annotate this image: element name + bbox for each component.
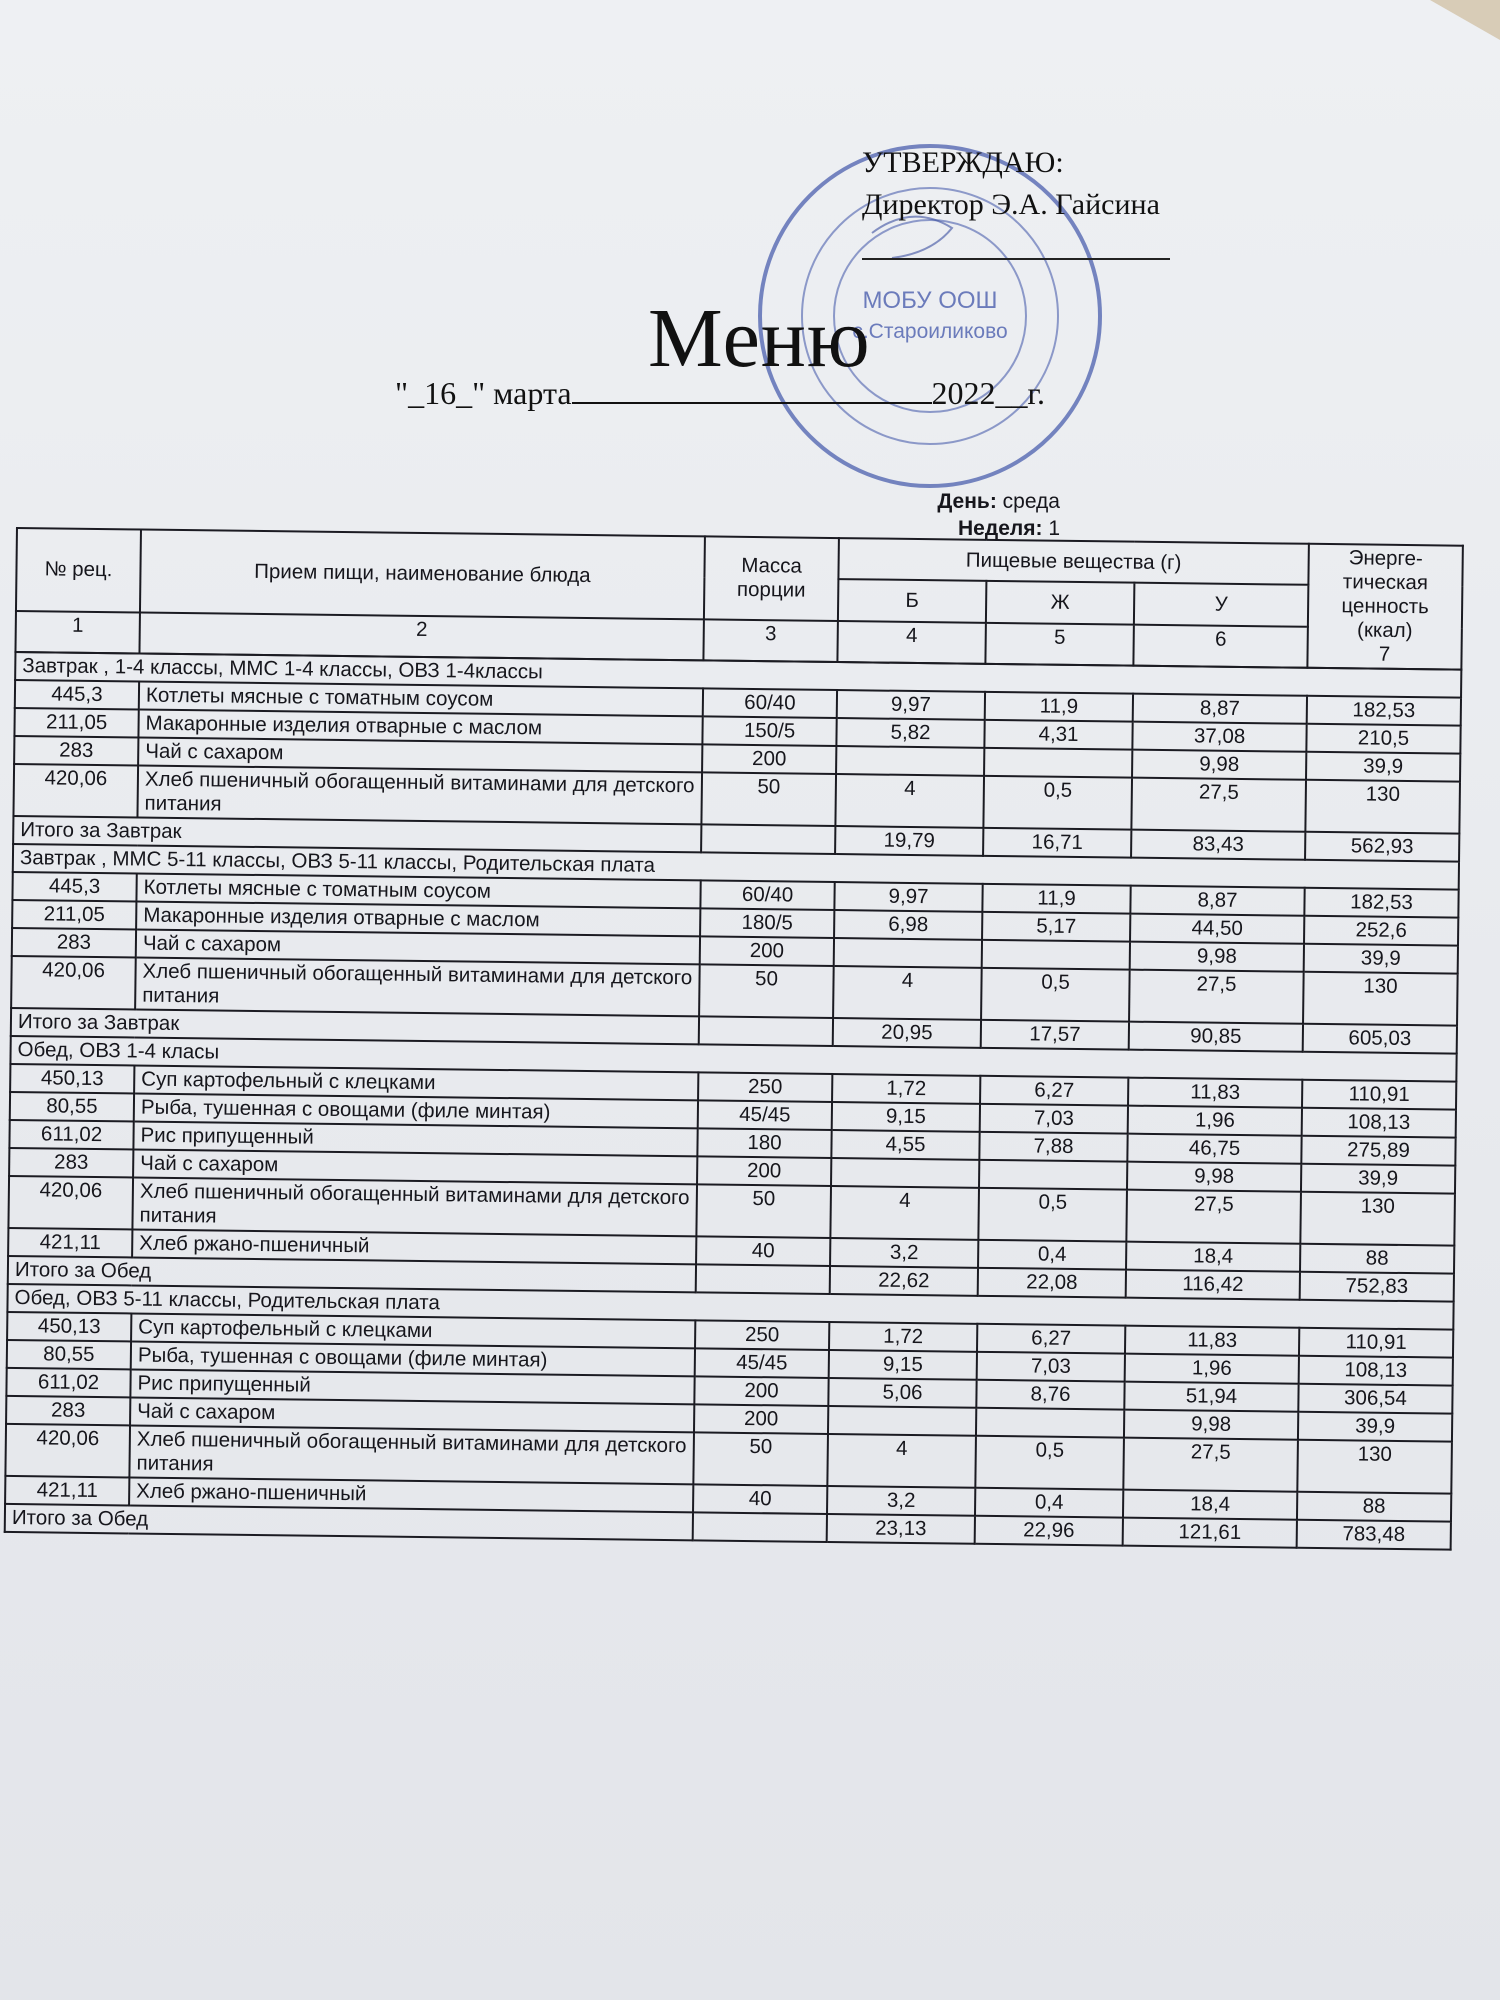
approval-director: Директор Э.А. Гайсина	[862, 188, 1160, 221]
energy: 130	[1303, 972, 1458, 1026]
rec-number: 80,55	[10, 1092, 134, 1122]
portion-mass: 250	[698, 1072, 832, 1102]
dish-name: Котлеты мясные с томатным соусом	[139, 682, 703, 717]
carbs: 44,50	[1130, 914, 1304, 944]
total-carbs: 121,61	[1123, 1518, 1297, 1548]
energy: 130	[1300, 1192, 1455, 1246]
stamp-line-1: МОБУ ООШ	[862, 287, 998, 314]
portion-mass: 200	[697, 1156, 831, 1186]
rec-number: 611,02	[6, 1368, 130, 1398]
fat: 0,5	[978, 1188, 1127, 1242]
total-mass	[699, 1016, 833, 1046]
fat: 7,03	[977, 1352, 1125, 1382]
fat: 6,27	[980, 1076, 1128, 1106]
header-mass: Масса порции	[704, 536, 839, 620]
dish-name: Суп картофельный с клецками	[134, 1065, 698, 1100]
fat: 0,4	[975, 1488, 1123, 1518]
energy: 39,9	[1306, 752, 1460, 782]
column-number: 4	[837, 621, 986, 664]
total-carbs: 90,85	[1129, 1022, 1303, 1052]
dish-name: Рыба, тушенная с овощами (филе минтая)	[131, 1341, 695, 1376]
total-fat: 22,96	[975, 1516, 1123, 1546]
total-fat: 22,08	[978, 1268, 1126, 1298]
total-label: Итого за Обед	[8, 1256, 696, 1292]
stamp-line-2: с.Староиликово	[852, 320, 1008, 343]
energy: 182,53	[1304, 888, 1458, 918]
energy: 88	[1297, 1492, 1451, 1522]
energy: 130	[1305, 780, 1460, 834]
carbs: 37,08	[1132, 722, 1306, 752]
fat: 0,5	[983, 776, 1132, 830]
protein	[836, 746, 984, 776]
rec-number: 611,02	[9, 1120, 133, 1150]
menu-table	[4, 527, 1464, 1551]
fat: 8,76	[976, 1380, 1124, 1410]
fat	[982, 940, 1130, 970]
protein: 9,15	[832, 1102, 980, 1132]
carbs: 9,98	[1130, 942, 1304, 972]
portion-mass: 150/5	[702, 716, 836, 746]
dish-name: Макаронные изделия отварные с маслом	[136, 901, 700, 936]
protein: 1,72	[829, 1322, 977, 1352]
carbs: 1,96	[1125, 1354, 1299, 1384]
rec-number: 421,11	[5, 1476, 129, 1506]
rec-number: 283	[9, 1148, 133, 1178]
fat: 0,5	[975, 1436, 1124, 1490]
carbs: 46,75	[1127, 1134, 1301, 1164]
protein: 4,55	[831, 1130, 979, 1160]
dish-name: Чай с сахаром	[136, 929, 700, 964]
portion-mass: 250	[695, 1320, 829, 1350]
dish-name: Суп картофельный с клецками	[131, 1313, 695, 1348]
dish-name: Чай с сахаром	[133, 1149, 697, 1184]
date-suffix: г.	[1027, 375, 1046, 411]
energy: 275,89	[1301, 1136, 1455, 1166]
energy: 108,13	[1302, 1108, 1456, 1138]
total-label: Итого за Завтрак	[11, 1008, 699, 1044]
column-number: 2	[139, 612, 703, 660]
total-mass	[701, 824, 835, 854]
fat: 0,4	[978, 1240, 1126, 1270]
dish-name: Котлеты мясные с томатным соусом	[136, 874, 700, 909]
portion-mass: 50	[696, 1184, 831, 1238]
column-number: 3	[703, 619, 837, 662]
energy: 39,9	[1301, 1164, 1455, 1194]
total-energy: 562,93	[1305, 832, 1459, 862]
portion-mass: 200	[694, 1376, 828, 1406]
rec-number: 283	[6, 1396, 130, 1426]
protein	[834, 938, 982, 968]
total-energy: 752,83	[1300, 1272, 1454, 1302]
total-protein: 22,62	[830, 1266, 978, 1296]
rec-number: 283	[12, 928, 136, 958]
dish-name: Хлеб ржано-пшеничный	[129, 1477, 693, 1512]
week-value: 1	[1048, 517, 1060, 540]
protein: 4	[830, 1186, 979, 1240]
header-nutrients: Пищевые вещества (г)	[838, 538, 1308, 585]
energy: 88	[1300, 1244, 1454, 1274]
rec-number: 450,13	[10, 1064, 134, 1094]
total-fat: 17,57	[981, 1020, 1129, 1050]
energy: 182,53	[1307, 696, 1461, 726]
fat: 11,9	[982, 884, 1130, 914]
dish-name: Макаронные изделия отварные с маслом	[138, 710, 702, 745]
date-year: 2022	[931, 375, 996, 411]
total-mass	[693, 1512, 827, 1542]
fat: 5,17	[982, 912, 1130, 942]
protein	[828, 1406, 976, 1436]
rec-number: 283	[14, 736, 138, 766]
header-rec: № рец.	[16, 528, 141, 612]
portion-mass: 60/40	[703, 688, 837, 718]
dish-name: Рис припущенный	[133, 1121, 697, 1156]
total-mass	[696, 1264, 830, 1294]
portion-mass: 180/5	[700, 908, 834, 938]
energy: 130	[1297, 1440, 1452, 1494]
energy: 110,91	[1302, 1080, 1456, 1110]
protein: 5,06	[828, 1378, 976, 1408]
fat: 0,5	[981, 968, 1130, 1022]
carbs: 51,94	[1124, 1382, 1298, 1412]
fat: 6,27	[977, 1324, 1125, 1354]
protein: 4	[835, 774, 984, 828]
energy: 210,5	[1306, 724, 1460, 754]
dish-name: Рис припущенный	[130, 1369, 694, 1404]
day-label: День:	[937, 490, 997, 513]
column-number: 7	[1378, 642, 1391, 666]
date-prefix: "_16_" марта	[395, 375, 572, 411]
fat	[984, 748, 1132, 778]
page-corner-fold	[1430, 0, 1500, 40]
fat: 7,03	[980, 1104, 1128, 1134]
protein: 4	[827, 1434, 976, 1488]
energy: 39,9	[1298, 1412, 1452, 1442]
day-value: среда	[1002, 490, 1060, 513]
energy: 108,13	[1299, 1356, 1453, 1386]
dish-name: Хлеб пшеничный обогащенный витаминами для детского питания	[129, 1425, 694, 1484]
total-label: Итого за Завтрак	[13, 816, 701, 852]
total-protein: 20,95	[833, 1018, 981, 1048]
column-number: 5	[985, 623, 1134, 666]
protein: 9,97	[837, 690, 985, 720]
carbs: 9,98	[1127, 1162, 1301, 1192]
total-carbs: 116,42	[1126, 1270, 1300, 1300]
energy: 306,54	[1298, 1384, 1452, 1414]
carbs: 9,98	[1132, 750, 1306, 780]
header-energy: Энерге-тическая ценность (ккал) 7	[1307, 544, 1463, 670]
carbs: 9,98	[1124, 1410, 1298, 1440]
header-u: У	[1134, 583, 1308, 626]
approval-heading: УТВЕРЖДАЮ:	[862, 146, 1064, 179]
portion-mass: 50	[693, 1432, 828, 1486]
protein: 1,72	[832, 1074, 980, 1104]
rec-number: 420,06	[11, 956, 136, 1010]
total-carbs: 83,43	[1131, 830, 1305, 860]
rec-number: 421,11	[8, 1228, 132, 1258]
protein: 4	[833, 966, 982, 1020]
protein	[831, 1158, 979, 1188]
fat: 4,31	[984, 720, 1132, 750]
carbs: 18,4	[1126, 1242, 1300, 1272]
total-energy: 605,03	[1303, 1024, 1457, 1054]
portion-mass: 40	[693, 1484, 827, 1514]
carbs: 11,83	[1125, 1326, 1299, 1356]
dish-name: Чай с сахаром	[138, 738, 702, 773]
dish-name: Хлеб ржано-пшеничный	[132, 1229, 696, 1264]
portion-mass: 50	[699, 964, 834, 1018]
protein: 9,97	[834, 882, 982, 912]
header-zh: Ж	[986, 581, 1135, 624]
portion-mass: 180	[697, 1128, 831, 1158]
total-fat: 16,71	[983, 828, 1131, 858]
menu-date: "_16_" марта 2022__г.	[395, 375, 1046, 411]
dish-name: Рыба, тушенная с овощами (филе минтая)	[134, 1093, 698, 1128]
dish-name: Хлеб пшеничный обогащенный витаминами для детского питания	[137, 766, 702, 825]
carbs: 27,5	[1126, 1190, 1301, 1244]
day-info	[885, 488, 1060, 542]
energy: 252,6	[1304, 916, 1458, 946]
dish-name: Хлеб пшеничный обогащенный витаминами для детского питания	[132, 1177, 697, 1236]
rec-number: 420,06	[13, 764, 138, 818]
fat	[979, 1160, 1127, 1190]
fat: 11,9	[985, 692, 1133, 722]
total-protein: 19,79	[835, 826, 983, 856]
dish-name: Хлеб пшеничный обогащенный витаминами для детского питания	[135, 957, 700, 1016]
total-energy: 783,48	[1297, 1520, 1451, 1550]
carbs: 1,96	[1128, 1106, 1302, 1136]
portion-mass: 200	[700, 936, 834, 966]
rec-number: 420,06	[8, 1176, 133, 1230]
section-title: Обед, ОВЗ 5-11 классы, Родительская плата	[7, 1284, 1453, 1330]
header-b: Б	[838, 579, 987, 622]
portion-mass: 45/45	[695, 1348, 829, 1378]
carbs: 27,5	[1123, 1438, 1298, 1492]
approval-block	[862, 142, 1160, 226]
portion-mass: 200	[702, 744, 836, 774]
protein: 3,2	[830, 1238, 978, 1268]
protein: 6,98	[834, 910, 982, 940]
protein: 5,82	[836, 718, 984, 748]
section-title: Обед, ОВЗ 1-4 класы	[10, 1036, 1456, 1082]
portion-mass: 40	[696, 1236, 830, 1266]
column-number: 1	[15, 611, 139, 654]
rec-number: 211,05	[12, 900, 136, 930]
fat: 7,88	[979, 1132, 1127, 1162]
protein: 9,15	[829, 1350, 977, 1380]
portion-mass: 60/40	[700, 880, 834, 910]
energy: 110,91	[1299, 1328, 1453, 1358]
page-title: Меню	[648, 292, 871, 385]
rec-number: 450,13	[7, 1312, 131, 1342]
rec-number: 445,3	[12, 872, 136, 902]
carbs: 8,87	[1130, 886, 1304, 916]
protein: 3,2	[827, 1486, 975, 1516]
signature-line	[862, 258, 1170, 260]
header-dish: Прием пищи, наименование блюда	[140, 530, 705, 620]
portion-mass: 45/45	[698, 1100, 832, 1130]
carbs: 8,87	[1133, 694, 1307, 724]
column-number: 6	[1133, 624, 1307, 667]
carbs: 27,5	[1129, 970, 1304, 1024]
total-protein: 23,13	[827, 1514, 975, 1544]
rec-number: 445,3	[15, 680, 139, 710]
carbs: 27,5	[1131, 778, 1306, 832]
rec-number: 211,05	[14, 708, 138, 738]
portion-mass: 200	[694, 1404, 828, 1434]
rec-number: 420,06	[5, 1424, 130, 1478]
rec-number: 80,55	[7, 1340, 131, 1370]
carbs: 18,4	[1123, 1490, 1297, 1520]
portion-mass: 50	[701, 772, 836, 826]
dish-name: Чай с сахаром	[130, 1397, 694, 1432]
carbs: 11,83	[1128, 1078, 1302, 1108]
week-label: Неделя:	[958, 517, 1043, 540]
section-title: Завтрак , ММС 5-11 классы, ОВЗ 5-11 классы, Родительская плата	[13, 844, 1459, 890]
energy: 39,9	[1304, 944, 1458, 974]
section-title: Завтрак , 1-4 классы, ММС 1-4 классы, ОВЗ 1-4классы	[15, 652, 1461, 698]
fat	[976, 1408, 1124, 1438]
total-label: Итого за Обед	[5, 1504, 693, 1540]
